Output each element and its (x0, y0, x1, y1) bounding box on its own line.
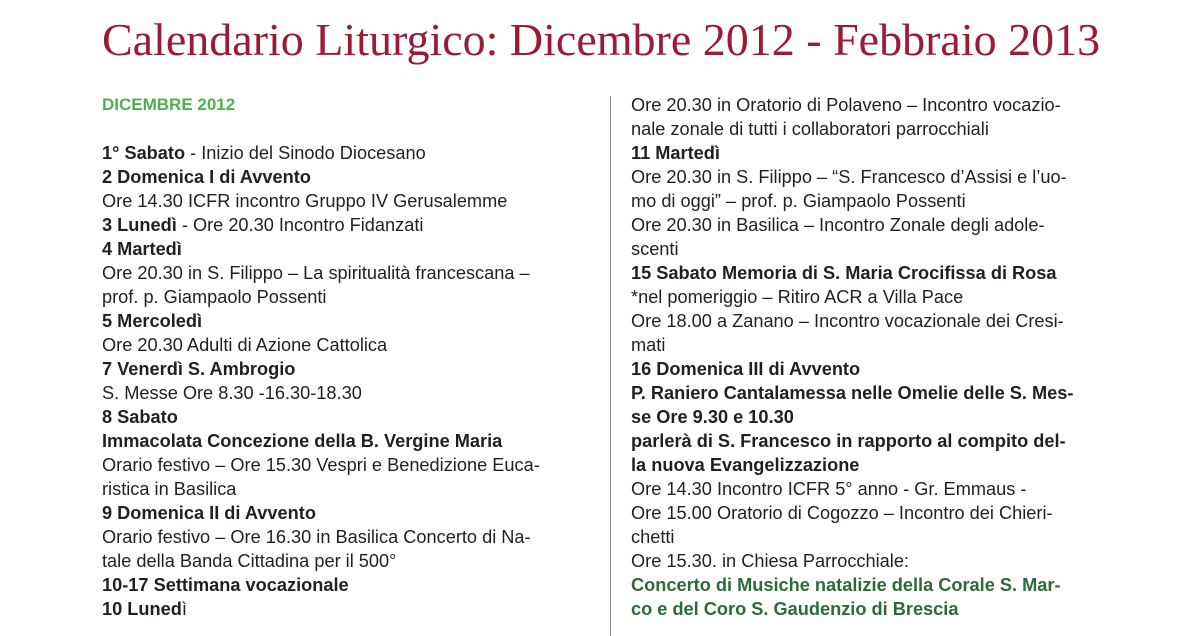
calendar-line (631, 429, 1121, 453)
calendar-line (102, 597, 597, 621)
event-heading: 7 Venerdì S. Ambrogio (102, 359, 296, 379)
event-text: Ore 15.30. in Chiesa Parrocchiale: (631, 551, 910, 571)
event-heading: 15 Sabato Memoria di S. Maria Crocifissa di Rosa (631, 263, 1057, 283)
event-text: S. Messe Ore 8.30 -16.30-18.30 (102, 383, 362, 403)
event-text: - Ore 20.30 Incontro Fidanzati (176, 215, 424, 235)
event-text: *nel pomeriggio – Ritiro ACR a Villa Pace (631, 287, 964, 307)
calendar-line (631, 189, 1121, 213)
calendar-line (631, 381, 1121, 405)
event-heading: 1° Sabato (102, 143, 186, 163)
event-text: Ore 20.30 in S. Filippo – La spiritualità francescana – (102, 263, 530, 283)
event-heading: la nuova Evangelizzazione (631, 455, 860, 475)
calendar-line (631, 597, 1121, 621)
event-heading: 11 Martedì (631, 143, 720, 163)
event-text: Ore 14.30 ICFR incontro Gruppo IV Gerusalemme (102, 191, 508, 211)
highlight-text: co e del Coro S. Gaudenzio di Brescia (631, 599, 959, 619)
calendar-line (631, 477, 1121, 501)
calendar-line (102, 429, 597, 453)
calendar-line (102, 525, 597, 549)
event-text: - Inizio del Sinodo Diocesano (185, 143, 426, 163)
calendar-line (102, 213, 597, 237)
event-heading: Immacolata Concezione della B. Vergine Maria (102, 431, 503, 451)
calendar-line (102, 357, 597, 381)
calendar-line (102, 285, 597, 309)
event-heading: P. Raniero Cantalamessa nelle Omelie delle S. Mes- (631, 383, 1074, 403)
event-heading: 4 Martedì (102, 239, 182, 259)
event-heading: 2 Domenica I di Avvento (102, 167, 311, 187)
calendar-line (631, 117, 1121, 141)
calendar-line (102, 141, 597, 165)
event-heading: 10-17 Settimana vocazionale (102, 575, 349, 595)
event-text: Orario festivo – Ore 16.30 in Basilica Concerto di Na- (102, 527, 531, 547)
calendar-line (631, 237, 1121, 261)
highlight-text: Concerto di Musiche natalizie della Corale S. Mar- (631, 575, 1061, 595)
calendar-line (102, 477, 597, 501)
calendar-line (102, 189, 597, 213)
calendar-line (631, 549, 1121, 573)
event-heading: se Ore 9.30 e 10.30 (631, 407, 794, 427)
event-heading: 10 Luned (102, 599, 182, 619)
event-text: mo di oggi” – prof. p. Giampaolo Possenti (631, 191, 966, 211)
event-heading: 3 Lunedì (102, 215, 177, 235)
calendar-line (631, 141, 1121, 165)
event-text: ristica in Basilica (102, 479, 237, 499)
event-text: nale zonale di tutti i collaboratori parrocchiali (631, 119, 989, 139)
calendar-line (102, 405, 597, 429)
event-text: Ore 15.00 Oratorio di Cogozzo – Incontro dei Chieri- (631, 503, 1053, 523)
event-heading: 16 Domenica III di Avvento (631, 359, 861, 379)
event-text: Orario festivo – Ore 15.30 Vespri e Benedizione Euca- (102, 455, 540, 475)
event-text: Ore 20.30 in Basilica – Incontro Zonale degli adole- (631, 215, 1045, 235)
event-text: tale della Banda Cittadina per il 500° (102, 551, 397, 571)
calendar-line (631, 357, 1121, 381)
calendar-line (631, 285, 1121, 309)
event-text: scenti (631, 239, 679, 259)
calendar-line (631, 333, 1121, 357)
page-title: Calendario Liturgico: Dicembre 2012 - Febbraio 2013 (102, 14, 1101, 65)
column-divider (610, 96, 611, 636)
calendar-line (631, 573, 1121, 597)
calendar-line (631, 165, 1121, 189)
calendar-line (102, 501, 597, 525)
calendar-line (102, 165, 597, 189)
calendar-line (102, 453, 597, 477)
event-text: Ore 20.30 in Oratorio di Polaveno – Incontro vocazio- (631, 95, 1061, 115)
event-text: Ore 18.00 a Zanano – Incontro vocazionale dei Cresi- (631, 311, 1064, 331)
event-heading: 5 Mercoledì (102, 311, 203, 331)
event-text: Ore 20.30 Adulti di Azione Cattolica (102, 335, 388, 355)
event-text: Ore 14.30 Incontro ICFR 5° anno - Gr. Emmaus - (631, 479, 1027, 499)
calendar-line (631, 213, 1121, 237)
calendar-line (102, 381, 597, 405)
event-heading: 9 Domenica II di Avvento (102, 503, 316, 523)
calendar-line (631, 405, 1121, 429)
section-heading: DICEMBRE 2012 (102, 95, 236, 114)
calendar-line (631, 525, 1121, 549)
event-text: mati (631, 335, 666, 355)
calendar-line (102, 261, 597, 285)
event-text: prof. p. Giampaolo Possenti (102, 287, 327, 307)
calendar-line (631, 453, 1121, 477)
event-heading: 8 Sabato (102, 407, 178, 427)
calendar-line (631, 93, 1121, 117)
calendar-line (102, 309, 597, 333)
calendar-line (102, 237, 597, 261)
left-column (102, 93, 597, 621)
event-text: ì (181, 599, 187, 619)
event-text: Ore 20.30 in S. Filippo – “S. Francesco d’Assisi e l’uo- (631, 167, 1067, 187)
calendar-line (631, 501, 1121, 525)
calendar-line (102, 549, 597, 573)
calendar-line (631, 309, 1121, 333)
calendar-line (102, 573, 597, 597)
event-text: chetti (631, 527, 675, 547)
event-heading: parlerà di S. Francesco in rapporto al compito del- (631, 431, 1066, 451)
calendar-line (631, 261, 1121, 285)
calendar-line (102, 333, 597, 357)
right-column (631, 93, 1121, 621)
